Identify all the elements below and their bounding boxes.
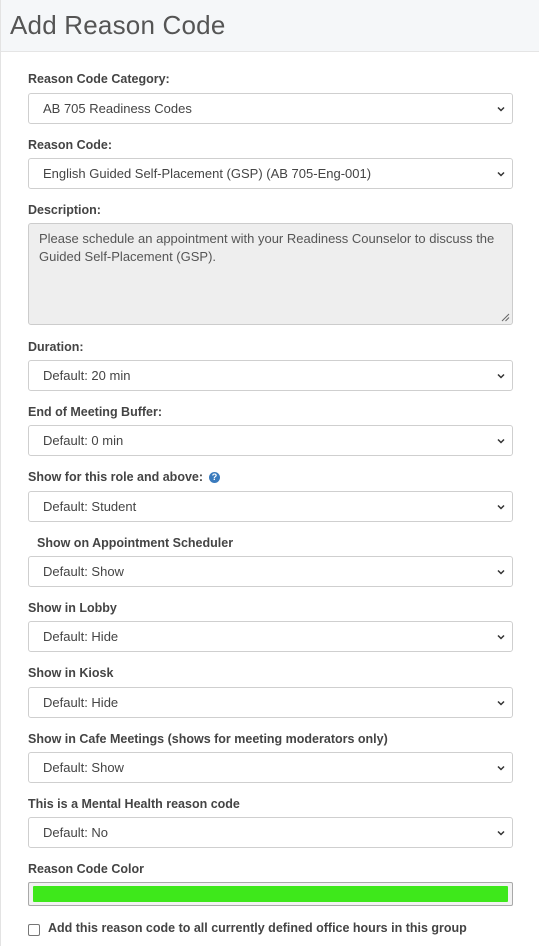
duration-value: Default: 20 min	[43, 368, 131, 383]
kiosk-label: Show in Kiosk	[28, 666, 114, 680]
category-select[interactable]	[28, 93, 513, 124]
chevron-down-icon	[496, 567, 506, 577]
chevron-down-icon	[496, 169, 506, 179]
description-label: Description:	[28, 203, 101, 217]
lobby-select[interactable]	[28, 621, 513, 652]
mental-health-value: Default: No	[43, 825, 109, 840]
chevron-down-icon	[496, 371, 506, 381]
page-header	[0, 0, 539, 52]
chevron-down-icon	[496, 828, 506, 838]
role-select[interactable]	[28, 491, 513, 522]
office-hours-checkbox[interactable]	[28, 924, 40, 936]
color-swatch	[33, 886, 508, 902]
scheduler-value: Default: Show	[43, 564, 124, 579]
buffer-select[interactable]	[28, 425, 513, 456]
description-value: Please schedule an appointment with your Readiness Counselor to discuss the Guided Self-Placement (GSP).	[39, 231, 495, 264]
reason-code-label: Reason Code:	[28, 138, 113, 152]
scheduler-label: Show on Appointment Scheduler	[37, 536, 234, 550]
kiosk-select[interactable]	[28, 687, 513, 718]
lobby-label: Show in Lobby	[28, 601, 117, 615]
category-label: Reason Code Category:	[28, 72, 170, 86]
chevron-down-icon	[496, 436, 506, 446]
chevron-down-icon	[496, 632, 506, 642]
chevron-down-icon	[496, 763, 506, 773]
scheduler-select[interactable]	[28, 556, 513, 587]
chevron-down-icon	[496, 698, 506, 708]
cafe-value: Default: Show	[43, 760, 124, 775]
description-textarea[interactable]	[28, 223, 513, 325]
resize-handle-icon[interactable]	[501, 313, 510, 322]
cafe-select[interactable]	[28, 752, 513, 783]
role-label	[28, 470, 220, 484]
mental-health-label: This is a Mental Health reason code	[28, 797, 240, 811]
color-picker[interactable]	[28, 882, 513, 906]
buffer-value: Default: 0 min	[43, 433, 124, 448]
duration-select[interactable]	[28, 360, 513, 391]
reason-code-select[interactable]	[28, 158, 513, 189]
category-value: AB 705 Readiness Codes	[43, 101, 192, 116]
page-left-border	[0, 0, 1, 946]
question-circle-icon[interactable]: ?	[209, 472, 220, 483]
color-label: Reason Code Color	[28, 862, 144, 876]
chevron-down-icon	[496, 502, 506, 512]
duration-label: Duration:	[28, 340, 84, 354]
page-title: Add Reason Code	[10, 10, 226, 40]
role-value: Default: Student	[43, 499, 137, 514]
reason-code-value: English Guided Self-Placement (GSP) (AB 705-Eng-001)	[43, 166, 372, 181]
role-label-text: Show for this role and above:	[28, 470, 204, 484]
mental-health-select[interactable]	[28, 817, 513, 848]
office-hours-label[interactable]: Add this reason code to all currently defined office hours in this group	[48, 921, 467, 935]
cafe-label: Show in Cafe Meetings (shows for meeting moderators only)	[28, 732, 388, 746]
kiosk-value: Default: Hide	[43, 695, 119, 710]
chevron-down-icon	[496, 104, 506, 114]
lobby-value: Default: Hide	[43, 629, 119, 644]
buffer-label: End of Meeting Buffer:	[28, 405, 163, 419]
